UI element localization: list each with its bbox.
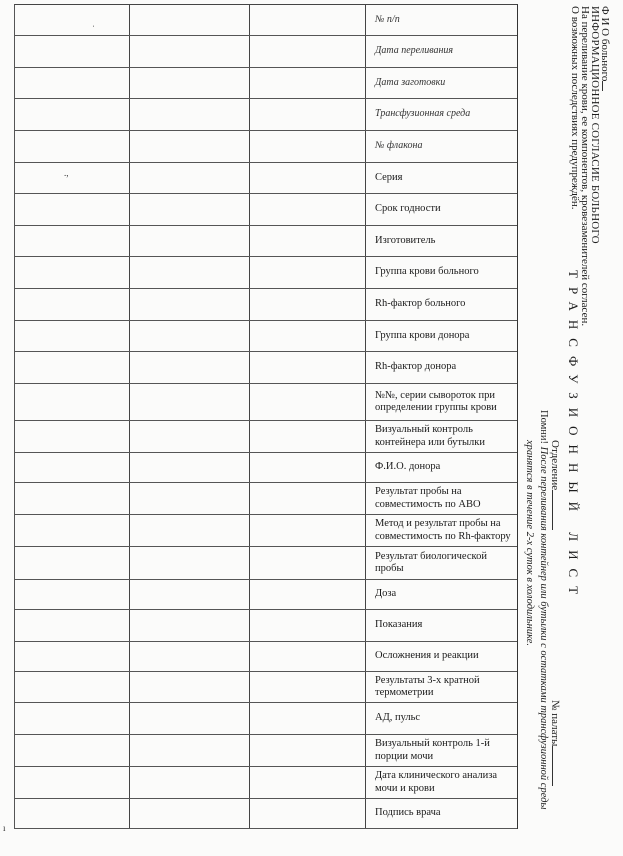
ward-label: № палаты bbox=[549, 700, 561, 747]
table-row bbox=[15, 483, 517, 515]
table-row bbox=[15, 5, 517, 36]
table-row bbox=[15, 384, 517, 421]
row-label: Rh-фактор донора bbox=[375, 361, 457, 373]
row-label: Серия bbox=[375, 171, 403, 183]
fio-label: Ф И О больного bbox=[599, 6, 611, 82]
table-row bbox=[15, 642, 517, 672]
table-row bbox=[15, 799, 517, 829]
department-field bbox=[549, 440, 561, 530]
table-row bbox=[15, 68, 517, 99]
row-label: Результат пробы на совместимость по АВО bbox=[375, 486, 481, 510]
row-label: Изготовитель bbox=[375, 234, 436, 246]
row-label: Осложнения и реакции bbox=[375, 650, 479, 662]
scan-speck: ., bbox=[64, 168, 69, 178]
scan-speck: ˈ bbox=[92, 24, 95, 34]
table-row bbox=[15, 547, 517, 580]
row-label: Дата клинического анализа мочи и крови bbox=[375, 770, 498, 794]
table-row bbox=[15, 515, 517, 547]
table-row bbox=[15, 580, 517, 610]
table-row bbox=[15, 131, 517, 163]
table-row bbox=[15, 703, 517, 735]
table-row bbox=[15, 194, 517, 226]
remember-note bbox=[538, 410, 549, 810]
table-row bbox=[15, 289, 517, 321]
row-label: Группа крови больного bbox=[375, 266, 479, 278]
consent-title: ИНФОРМАЦИОННОЕ СОГЛАСИЕ БОЛЬНОГО bbox=[589, 6, 601, 244]
row-label: Rh-фактор больного bbox=[375, 298, 466, 310]
row-label: Результат биологической пробы bbox=[375, 550, 487, 574]
remember-text: После переливания контейнер или бутылки с остатками трансфузионной среды bbox=[538, 446, 549, 810]
row-label: Доза bbox=[375, 588, 397, 600]
row-label: № п/п bbox=[375, 13, 400, 25]
department-label: Отделение bbox=[549, 440, 561, 491]
table-row bbox=[15, 257, 517, 289]
row-label: Группа крови донора bbox=[375, 329, 470, 341]
table-row bbox=[15, 672, 517, 703]
row-label: Трансфузионная среда bbox=[375, 108, 471, 120]
ward-field bbox=[549, 700, 561, 786]
table-row bbox=[15, 610, 517, 642]
consent-text: На переливание крови, ее компонентов, кровезаменителей согласен. bbox=[579, 6, 591, 327]
table-row bbox=[15, 226, 517, 257]
sheet-header bbox=[518, 0, 623, 856]
consequences-text: О возможных последствиях предупреждён. bbox=[569, 6, 581, 210]
row-label: Метод и результат пробы на совместимость по Rh-фактору bbox=[375, 518, 511, 542]
row-label: Результаты 3-х кратной термометрии bbox=[375, 674, 480, 698]
table-row bbox=[15, 163, 517, 194]
row-label: Подпись врача bbox=[375, 807, 441, 819]
table-row bbox=[15, 321, 517, 352]
document-title: ТРАНСФУЗИОННЫЙ ЛИСТ bbox=[566, 270, 581, 604]
row-label: Визуальный контроль 1-й порции мочи bbox=[375, 738, 490, 762]
row-label: Показания bbox=[375, 619, 423, 631]
scan-speck: ı bbox=[3, 823, 6, 833]
table-row bbox=[15, 99, 517, 131]
table-row bbox=[15, 352, 517, 384]
table-row bbox=[15, 767, 517, 799]
row-label: № флакона bbox=[375, 140, 423, 152]
row-label: Ф.И.О. донора bbox=[375, 461, 441, 473]
row-label: АД, пульс bbox=[375, 712, 421, 724]
storage-note: хранятся в течение 2-х суток в холодильнике. bbox=[524, 440, 535, 647]
table-row bbox=[15, 453, 517, 483]
transfusion-table bbox=[14, 4, 518, 829]
remember-label: Помни! bbox=[538, 410, 549, 445]
table-row bbox=[15, 421, 517, 453]
row-label: Дата заготовки bbox=[375, 76, 446, 88]
row-label: Дата переливания bbox=[375, 45, 454, 57]
table-row bbox=[15, 36, 517, 68]
row-label: №№, серии сывороток при определении группы крови bbox=[375, 389, 497, 413]
table-row bbox=[15, 735, 517, 767]
row-label: Визуальный контроль контейнера или бутылки bbox=[375, 424, 486, 448]
row-label: Срок годности bbox=[375, 203, 441, 215]
